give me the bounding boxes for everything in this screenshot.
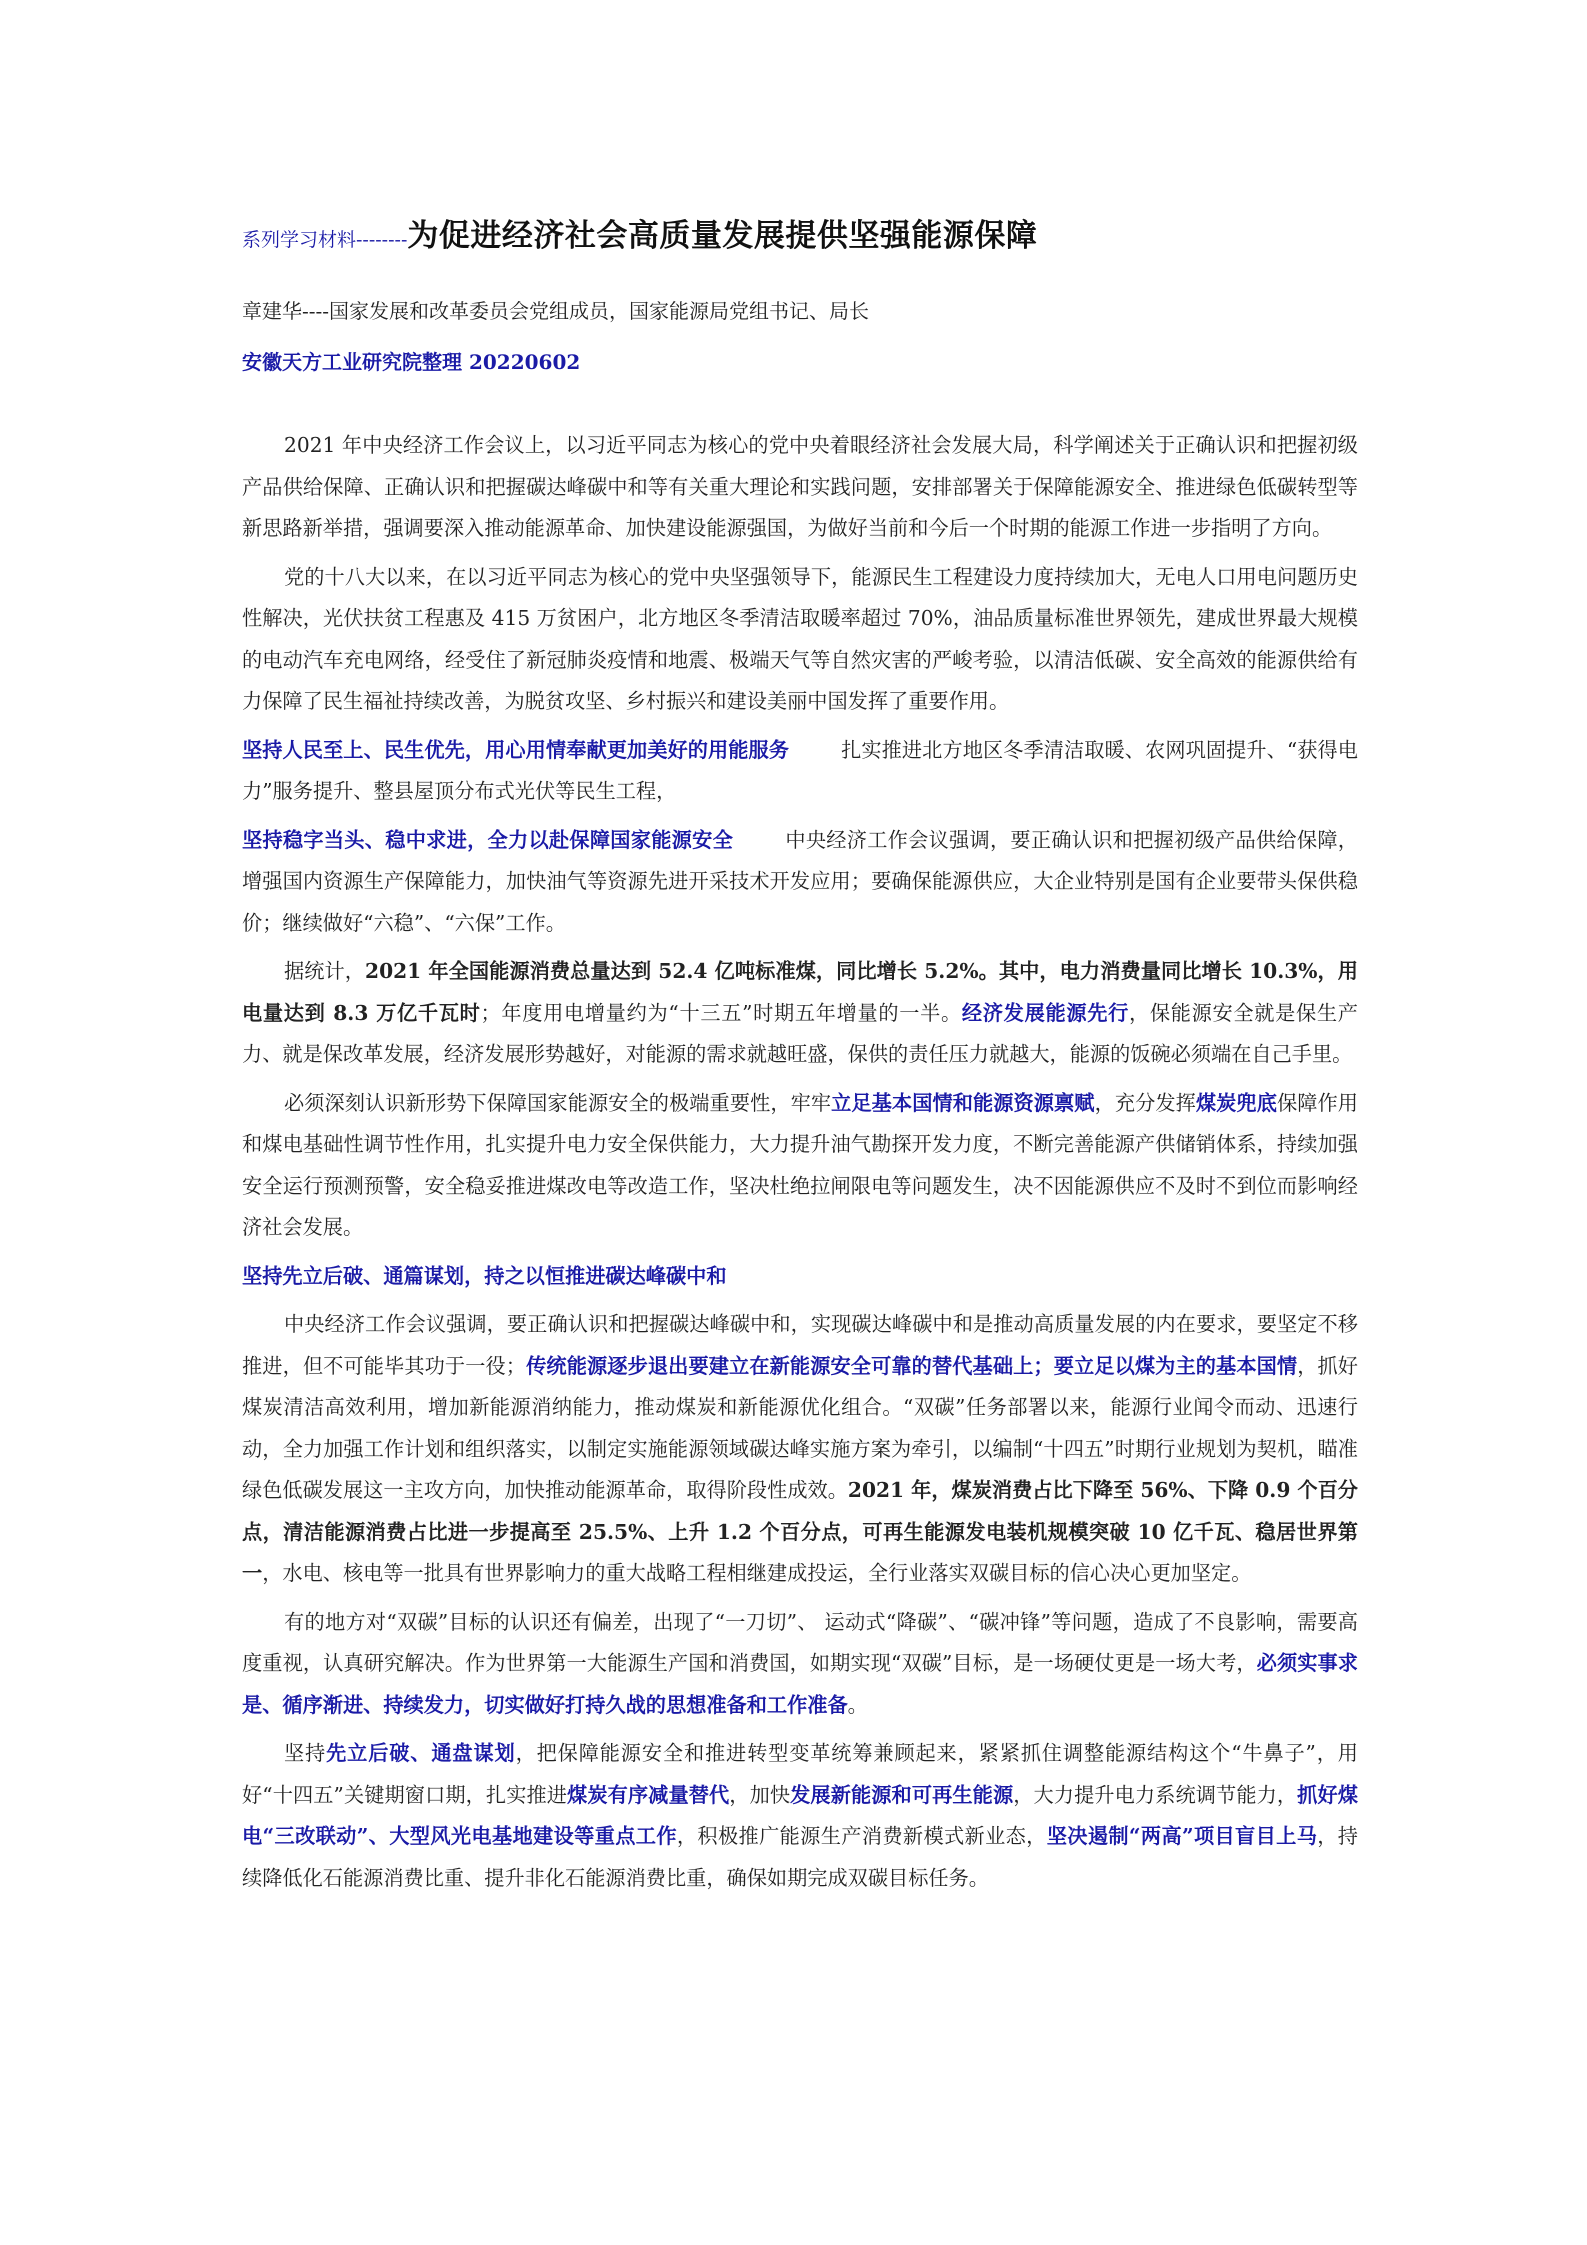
paragraph-8	[242, 1304, 1358, 1595]
text-run: ，持续降低化石能源消费比重、提升非化石能源消费比重，确保如期完成双碳目标任务。	[242, 1824, 1358, 1890]
paragraph-4	[242, 820, 1358, 945]
paragraph-1: 2021 年中央经济工作会议上，以习近平同志为核心的党中央着眼经济社会发展大局，科学阐述关于正确认识和把握初级产品供给保障、正确认识和把握碳达峰碳中和等有关重大理论和实践问题，安排部署关于保障能源安全、推进绿色低碳转型等新思路新举措，强调要深入推动能源革命、加快建设能源强国，为做好当前和今后一个时期的能源工作进一步指明了方向。	[242, 433, 1358, 540]
section-heading-2: 坚持稳字当头、稳中求进，全力以赴保障国家能源安全	[242, 827, 734, 852]
text-run: ，加快	[729, 1782, 791, 1807]
section-heading-1: 坚持人民至上、民生优先，用心用情奉献更加美好的用能服务	[242, 737, 790, 762]
paragraph-3-text: 扎实推进北方地区冬季清洁取暖、农网巩固提升、“获得电力”服务提升、整县屋顶分布式光伏等民生工程，	[242, 737, 1358, 803]
document-page	[242, 210, 1358, 1906]
highlight-run: 传统能源逐步退出要建立在新能源安全可靠的替代基础上；要立足以煤为主的基本国情	[526, 1353, 1298, 1378]
paragraph-4-text: 中央经济工作会议强调，要正确认识和把握初级产品供给保障，增强国内资源生产保障能力，加快油气等资源先进开采技术开发应用；要确保能源供应，大企业特别是国有企业要带头保供稳价；继续做好“六稳”、“六保”工作。	[242, 827, 1358, 935]
text-run: ，抓好煤炭清洁高效利用，增加新能源消纳能力，推动煤炭和新能源优化组合。“双碳”任务部署以来，能源行业闻令而动、迅速行动，全力加强工作计划和组织落实，以制定实施能源领域碳达峰实施方案为牵引，以编制“十四五”时期行业规划为契机，瞄准绿色低碳发展这一主攻方向，加快推动能源革命，取得阶段性成效。	[242, 1353, 1358, 1502]
text-run: 保障作用和煤电基础性调节性作用，扎实提升电力安全保供能力，大力提升油气勘探开发力度，不断完善能源产供储销体系，持续加强安全运行预测预警，安全稳妥推进煤改电等改造工作，坚决杜绝拉闸限电等问题发生，决不因能源供应不及时不到位而影响经济社会发展。	[242, 1090, 1358, 1239]
paragraph-9	[242, 1602, 1358, 1727]
highlight-run: 立足基本国情和能源资源禀赋	[831, 1090, 1095, 1115]
highlight-run: 抓好煤电“三改联动”、大型风光电基地建设等重点工作	[242, 1782, 1358, 1848]
bold-run: 2021 年全国能源消费总量达到 52.4 亿吨标准煤，同比增长 5.2%。其中，电力消费量同比增长 10.3%，用电量达到 8.3 万亿千瓦时	[242, 959, 1358, 1025]
text-run: 坚持	[284, 1741, 327, 1765]
highlight-run: 煤炭有序减量替代	[567, 1782, 730, 1807]
highlight-run: 坚决遏制“两高”项目盲目上马	[1046, 1824, 1318, 1848]
page-title: 为促进经济社会高质量发展提供坚强能源保障	[407, 218, 1038, 254]
text-run: ，保能源安全就是保生产力、就是保改革发展，经济发展形势越好，对能源的需求就越旺盛，保供的责任压力就越大，能源的饭碗必须端在自己手里。	[242, 1000, 1358, 1066]
text-run: ，水电、核电等一批具有世界影响力的重大战略工程相继建成投运，全行业落实双碳目标的信心决心更加坚定。	[262, 1561, 1252, 1585]
text-run: ，积极推广能源生产消费新模式新业态，	[676, 1824, 1047, 1848]
text-run: 据统计，	[284, 959, 366, 983]
highlight-run: 经济发展能源先行	[961, 1000, 1129, 1025]
paragraph-7	[242, 1256, 1358, 1298]
series-label: 系列学习材料--------	[242, 229, 408, 251]
text-run: 。	[847, 1692, 868, 1717]
paragraph-5	[242, 951, 1358, 1076]
text-run: 有的地方对“双碳”目标的认识还有偏差，出现了“一刀切”、 运动式“降碳”、“碳冲锋”等问题，造成了不良影响，需要高度重视，认真研究解决。作为世界第一大能源生产国和消费国，如期实现“双碳”目标，是一场硬仗更是一场大考，	[242, 1609, 1358, 1675]
paragraph-3	[242, 730, 1358, 813]
text-run: ；年度用电增量约为“十三五”时期五年增量的一半。	[480, 1000, 962, 1025]
author-line: 章建华----国家发展和改革委员会党组成员，国家能源局党组书记、局长	[242, 299, 870, 323]
highlight-run: 煤炭兜底	[1195, 1090, 1277, 1115]
highlight-run: 发展新能源和可再生能源	[790, 1782, 1014, 1807]
paragraph-2: 党的十八大以来，在以习近平同志为核心的党中央坚强领导下，能源民生工程建设力度持续加大，无电人口用电问题历史性解决，光伏扶贫工程惠及 415 万贫困户，北方地区冬季清洁取暖率超过 70%，油品质量标准世界领先，建成世界最大规模的电动汽车充电网络，经受住了新冠肺炎疫情和地震、极端天气等自然灾害的严峻考验，以清洁低碳、安全高效的能源供给有力保障了民生福祉持续改善，为脱贫攻坚、乡村振兴和建设美丽中国发挥了重要作用。	[242, 564, 1358, 713]
bold-run: 2021 年，煤炭消费占比下降至 56%、下降 0.9 个百分点，清洁能源消费占比进一步提高至 25.5%、上升 1.2 个百分点，可再生能源发电装机规模突破 10 亿千瓦、稳居世界第一	[242, 1478, 1358, 1585]
highlight-run: 先立后破、通盘谋划	[326, 1741, 516, 1765]
section-heading-3: 坚持先立后破、通篇谋划，持之以恒推进碳达峰碳中和	[242, 1263, 727, 1288]
organization-line: 安徽天方工业研究院整理 20220602	[242, 350, 581, 374]
text-run: 必须深刻认识新形势下保障国家能源安全的极端重要性，牢牢	[284, 1090, 832, 1115]
paragraph-10	[242, 1733, 1358, 1899]
highlight-run: 必须实事求是、循序渐进、持续发力，切实做好打持久战的思想准备和工作准备	[242, 1651, 1358, 1717]
title-line	[242, 210, 1358, 255]
text-run: ，大力提升电力系统调节能力，	[1013, 1782, 1298, 1807]
text-run: ，充分发挥	[1094, 1090, 1196, 1115]
paragraph-6	[242, 1083, 1358, 1249]
text-run: ，把保障能源安全和推进转型变革统筹兼顾起来，紧紧抓住调整能源结构这个“牛鼻子”，用好“十四五”关键期窗口期，扎实推进	[242, 1741, 1358, 1807]
text-run: 中央经济工作会议强调，要正确认识和把握碳达峰碳中和，实现碳达峰碳中和是推动高质量发展的内在要求，要坚定不移推进，但不可能毕其功于一役；	[242, 1312, 1358, 1378]
